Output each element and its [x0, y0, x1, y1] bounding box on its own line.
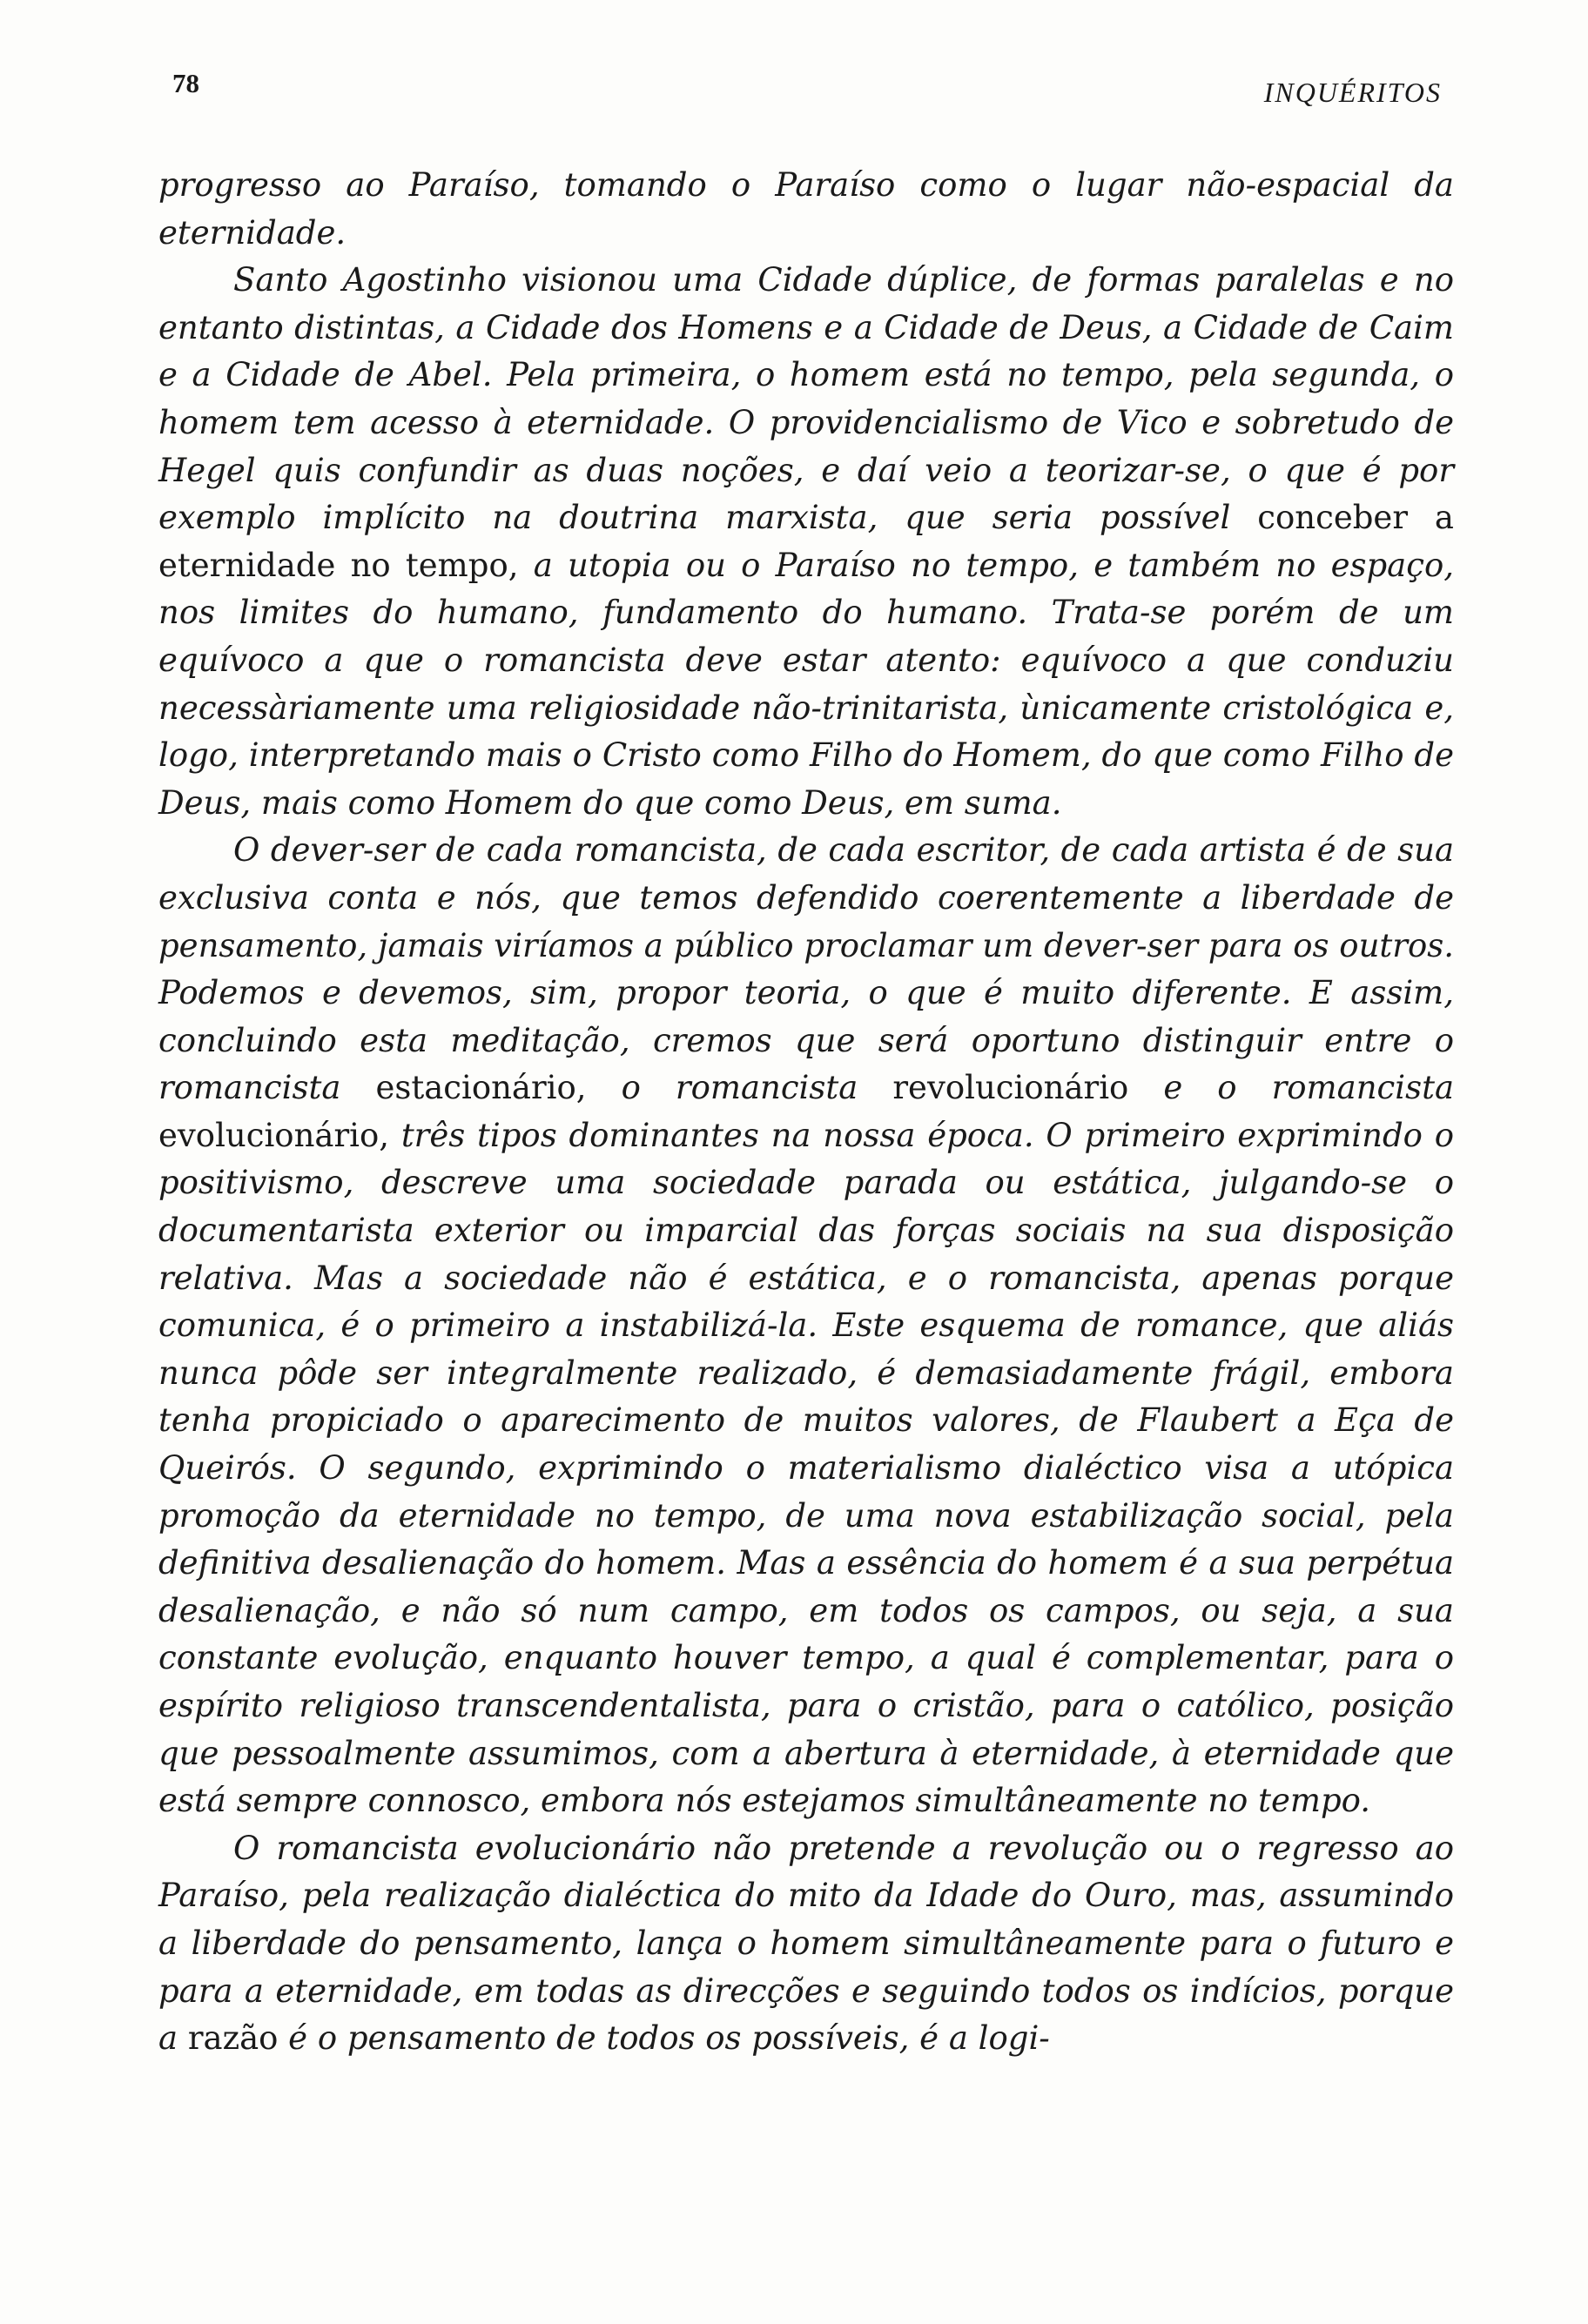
roman-text-segment: razão: [187, 2019, 279, 2058]
paragraph-romancista-evolucionario: [158, 1825, 1454, 2063]
italic-text-segment: a utopia ou o Paraíso no tempo, e também no espaço, nos limites do humano, fundamento do humano. Trata-se porém de um equívoco a que o romancista deve estar atento: equívoco a que conduziu necessàriamente uma religiosidade não-trinitarista, ùnicamente cristológica e, logo, interpretando mais o Cristo como Filho do Homem, do que como Filho de Deus, mais como Homem do que como Deus, em suma.: [158, 546, 1454, 822]
page-number: 78: [172, 68, 199, 98]
body-text: [158, 162, 1454, 2063]
italic-text-segment: três tipos dominantes na nossa época. O primeiro exprimindo o positivismo, descreve uma sociedade parada ou estática, julgando-se o documentarista exterior ou imparcial das forças sociais na sua disposição relativa. Mas a sociedade não é estática, e o romancista, apenas porque comunica, é o primeiro a instabilizá-la. Este esquema de romance, que aliás nunca pôde ser integralmente realizado, é demasiadamente frágil, embora tenha propiciado o aparecimento de muitos valores, de Flaubert a Eça de Queirós. O segundo, exprimindo o materialismo dialéctico visa a utópica promoção da eternidade no tempo, de uma nova estabilização social, pela definitiva desalienação do homem. Mas a essência do homem é a sua perpétua desalienação, e não só num campo, em todos os campos, ou seja, a sua constante evolução, enquanto houver tempo, a qual é complementar, para o espírito religioso transcendentalista, para o cristão, para o católico, posição que pessoalmente assumimos, com a abertura à eternidade, à eternidade que está sempre connosco, embora nós estejamos simultâneamente no tempo.: [158, 1116, 1454, 1820]
paragraph-santo-agostinho: [158, 257, 1454, 827]
roman-text-segment: revolucionário: [892, 1069, 1129, 1107]
italic-text-segment: o romancista: [586, 1069, 893, 1107]
italic-text-segment: O romancista evolucionário não pretende a revolução ou o regresso ao Paraíso, pela realização dialéctica do mito da Idade do Ouro, mas, assumindo a liberdade do pensamento, lança o homem simultâneamente para o futuro e para a eternidade, em todas as direcções e seguindo todos os indícios, porque a: [158, 1829, 1454, 2058]
italic-text-segment: O dever-ser de cada romancista, de cada escritor, de cada artista é de sua exclusiva conta e nós, que temos defendido coerentemente a liberdade de pensamento, jamais viríamos a público proclamar um dever-ser para os outros. Podemos e devemos, sim, propor teoria, o que é muito diferente. E assim, concluindo esta meditação, cremos que será oportuno distinguir entre o romancista: [158, 831, 1454, 1107]
running-head: [172, 68, 1442, 108]
italic-text-segment: Santo Agostinho visionou uma Cidade dúplice, de formas paralelas e no entanto distintas, a Cidade dos Homens e a Cidade de Deus, a Cidade de Caim e a Cidade de Abel. Pela primeira, o homem está no tempo, pela segunda, o homem tem acesso à eternidade. O providencialismo de Vico e sobretudo de Hegel quis confundir as duas noções, e daí veio a teorizar-se, o que é por exemplo implícito na doutrina marxista, que seria possível: [158, 261, 1454, 537]
roman-text-segment: estacionário,: [375, 1069, 587, 1107]
italic-text-segment: e o romancista: [1128, 1069, 1455, 1107]
paragraph-dever-ser: [158, 827, 1454, 1824]
paragraph-continuation: [158, 162, 1454, 257]
running-title: INQUÉRITOS: [1263, 77, 1442, 108]
roman-text-segment: conceber a eternidade no tempo,: [158, 499, 1454, 584]
italic-text-segment: é o pensamento de todos os possíveis, é a logi-: [278, 2019, 1050, 2058]
italic-text-segment: progresso ao Paraíso, tomando o Paraíso como o lugar não-espacial da eternidade.: [158, 166, 1454, 252]
roman-text-segment: evolucionário,: [158, 1116, 390, 1154]
